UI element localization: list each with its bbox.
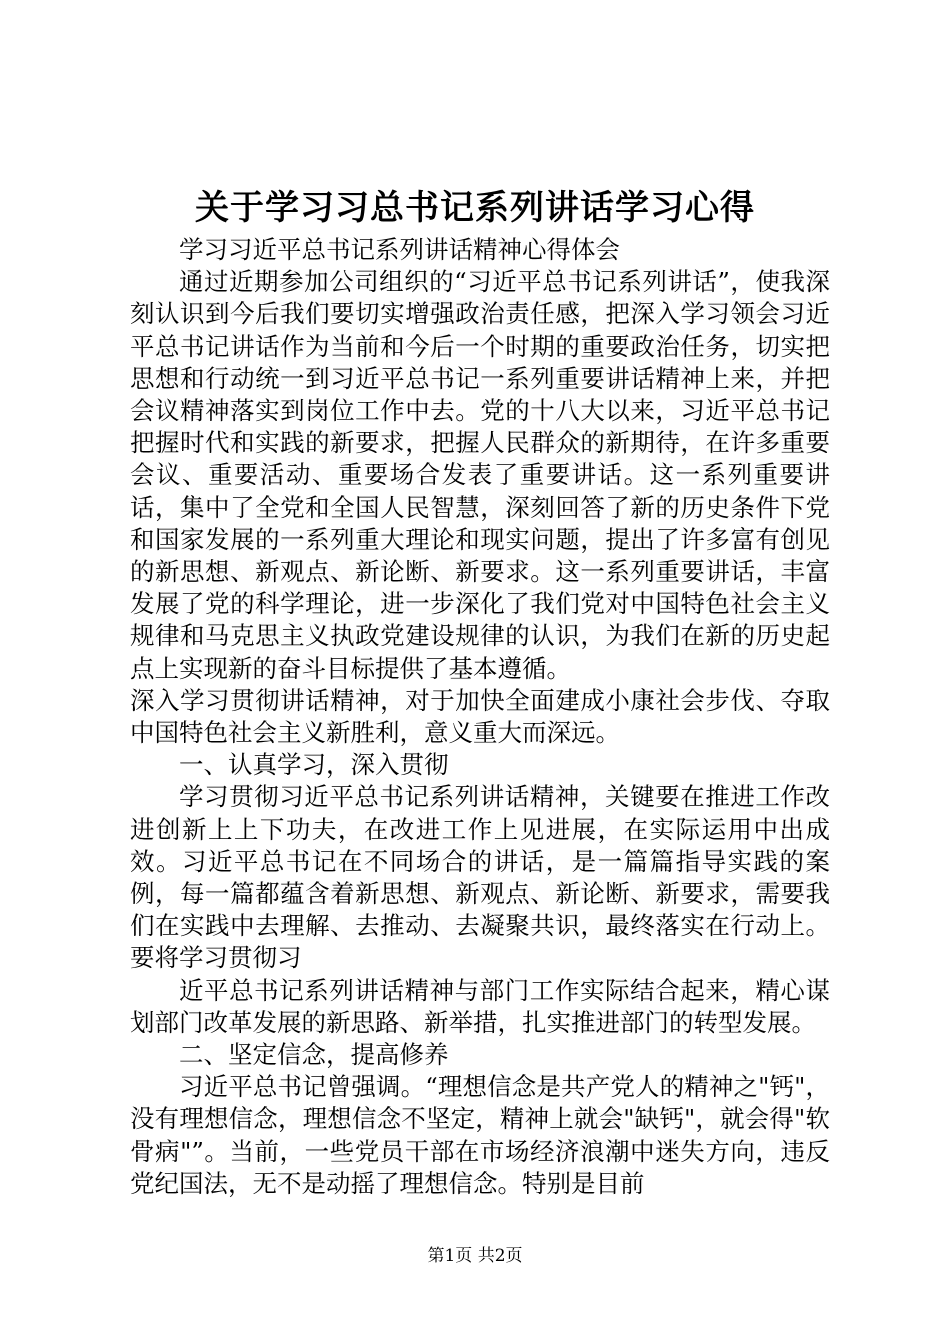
section-heading: 二、坚定信念，提高修养 bbox=[179, 1040, 449, 1070]
page-footer: 第1页 共2页 bbox=[427, 1246, 523, 1266]
body-paragraph: 深入学习贯彻讲话精神，对于加快全面建成小康社会步伐、夺取中国特色社会主义新胜利，意义重大而深远。 bbox=[130, 685, 830, 748]
document-title: 关于学习习总书记系列讲话学习心得 bbox=[195, 188, 755, 228]
body-paragraph: 学习贯彻习近平总书记系列讲话精神，关键要在推进工作改进创新上上下功夫，在改进工作上见进展，在实际运用中出成效。习近平总书记在不同场合的讲话，是一篇篇指导实践的案例，每一篇都蕴含着新思想、新观点、新论断、新要求，需要我们在实践中去理解、去推动、去凝聚共识，最终落实在行动上。要将学习贯彻习 bbox=[130, 782, 830, 973]
body-paragraph: 近平总书记系列讲话精神与部门工作实际结合起来，精心谋划部门改革发展的新思路、新举措，扎实推进部门的转型发展。 bbox=[130, 975, 830, 1037]
subtitle-paragraph: 学习习近平总书记系列讲话精神心得体会 bbox=[179, 235, 620, 264]
body-paragraph: 习近平总书记曾强调。“理想信念是共产党人的精神之"钙"，没有理想信念，理想信念不坚定，精神上就会"缺钙"，就会得"软骨病"”。当前，一些党员干部在市场经济浪潮中迷失方向，违反党纪国法，无不是动摇了理想信念。特别是目前 bbox=[130, 1072, 830, 1198]
document-body bbox=[130, 234, 830, 1200]
section-heading: 一、认真学习，深入贯彻 bbox=[179, 750, 449, 780]
body-paragraph: 通过近期参加公司组织的“习近平总书记系列讲话”，使我深刻认识到今后我们要切实增强政治责任感，把深入学习领会习近平总书记讲话作为当前和今后一个时期的重要政治任务，切实把思想和行动统一到习近平总书记一系列重要讲话精神上来，并把会议精神落实到岗位工作中去。党的十八大以来，习近平总书记把握时代和实践的新要求，把握人民群众的新期待，在许多重要会议、重要活动、重要场合发表了重要讲话。这一系列重要讲话，集中了全党和全国人民智慧，深刻回答了新的历史条件下党和国家发展的一系列重大理论和现实问题，提出了许多富有创见的新思想、新观点、新论断、新要求。这一系列重要讲话，丰富发展了党的科学理论，进一步深化了我们党对中国特色社会主义规律和马克思主义执政党建设规律的认识，为我们在新的历史起点上实现新的奋斗目标提供了基本遵循。 bbox=[130, 267, 830, 683]
